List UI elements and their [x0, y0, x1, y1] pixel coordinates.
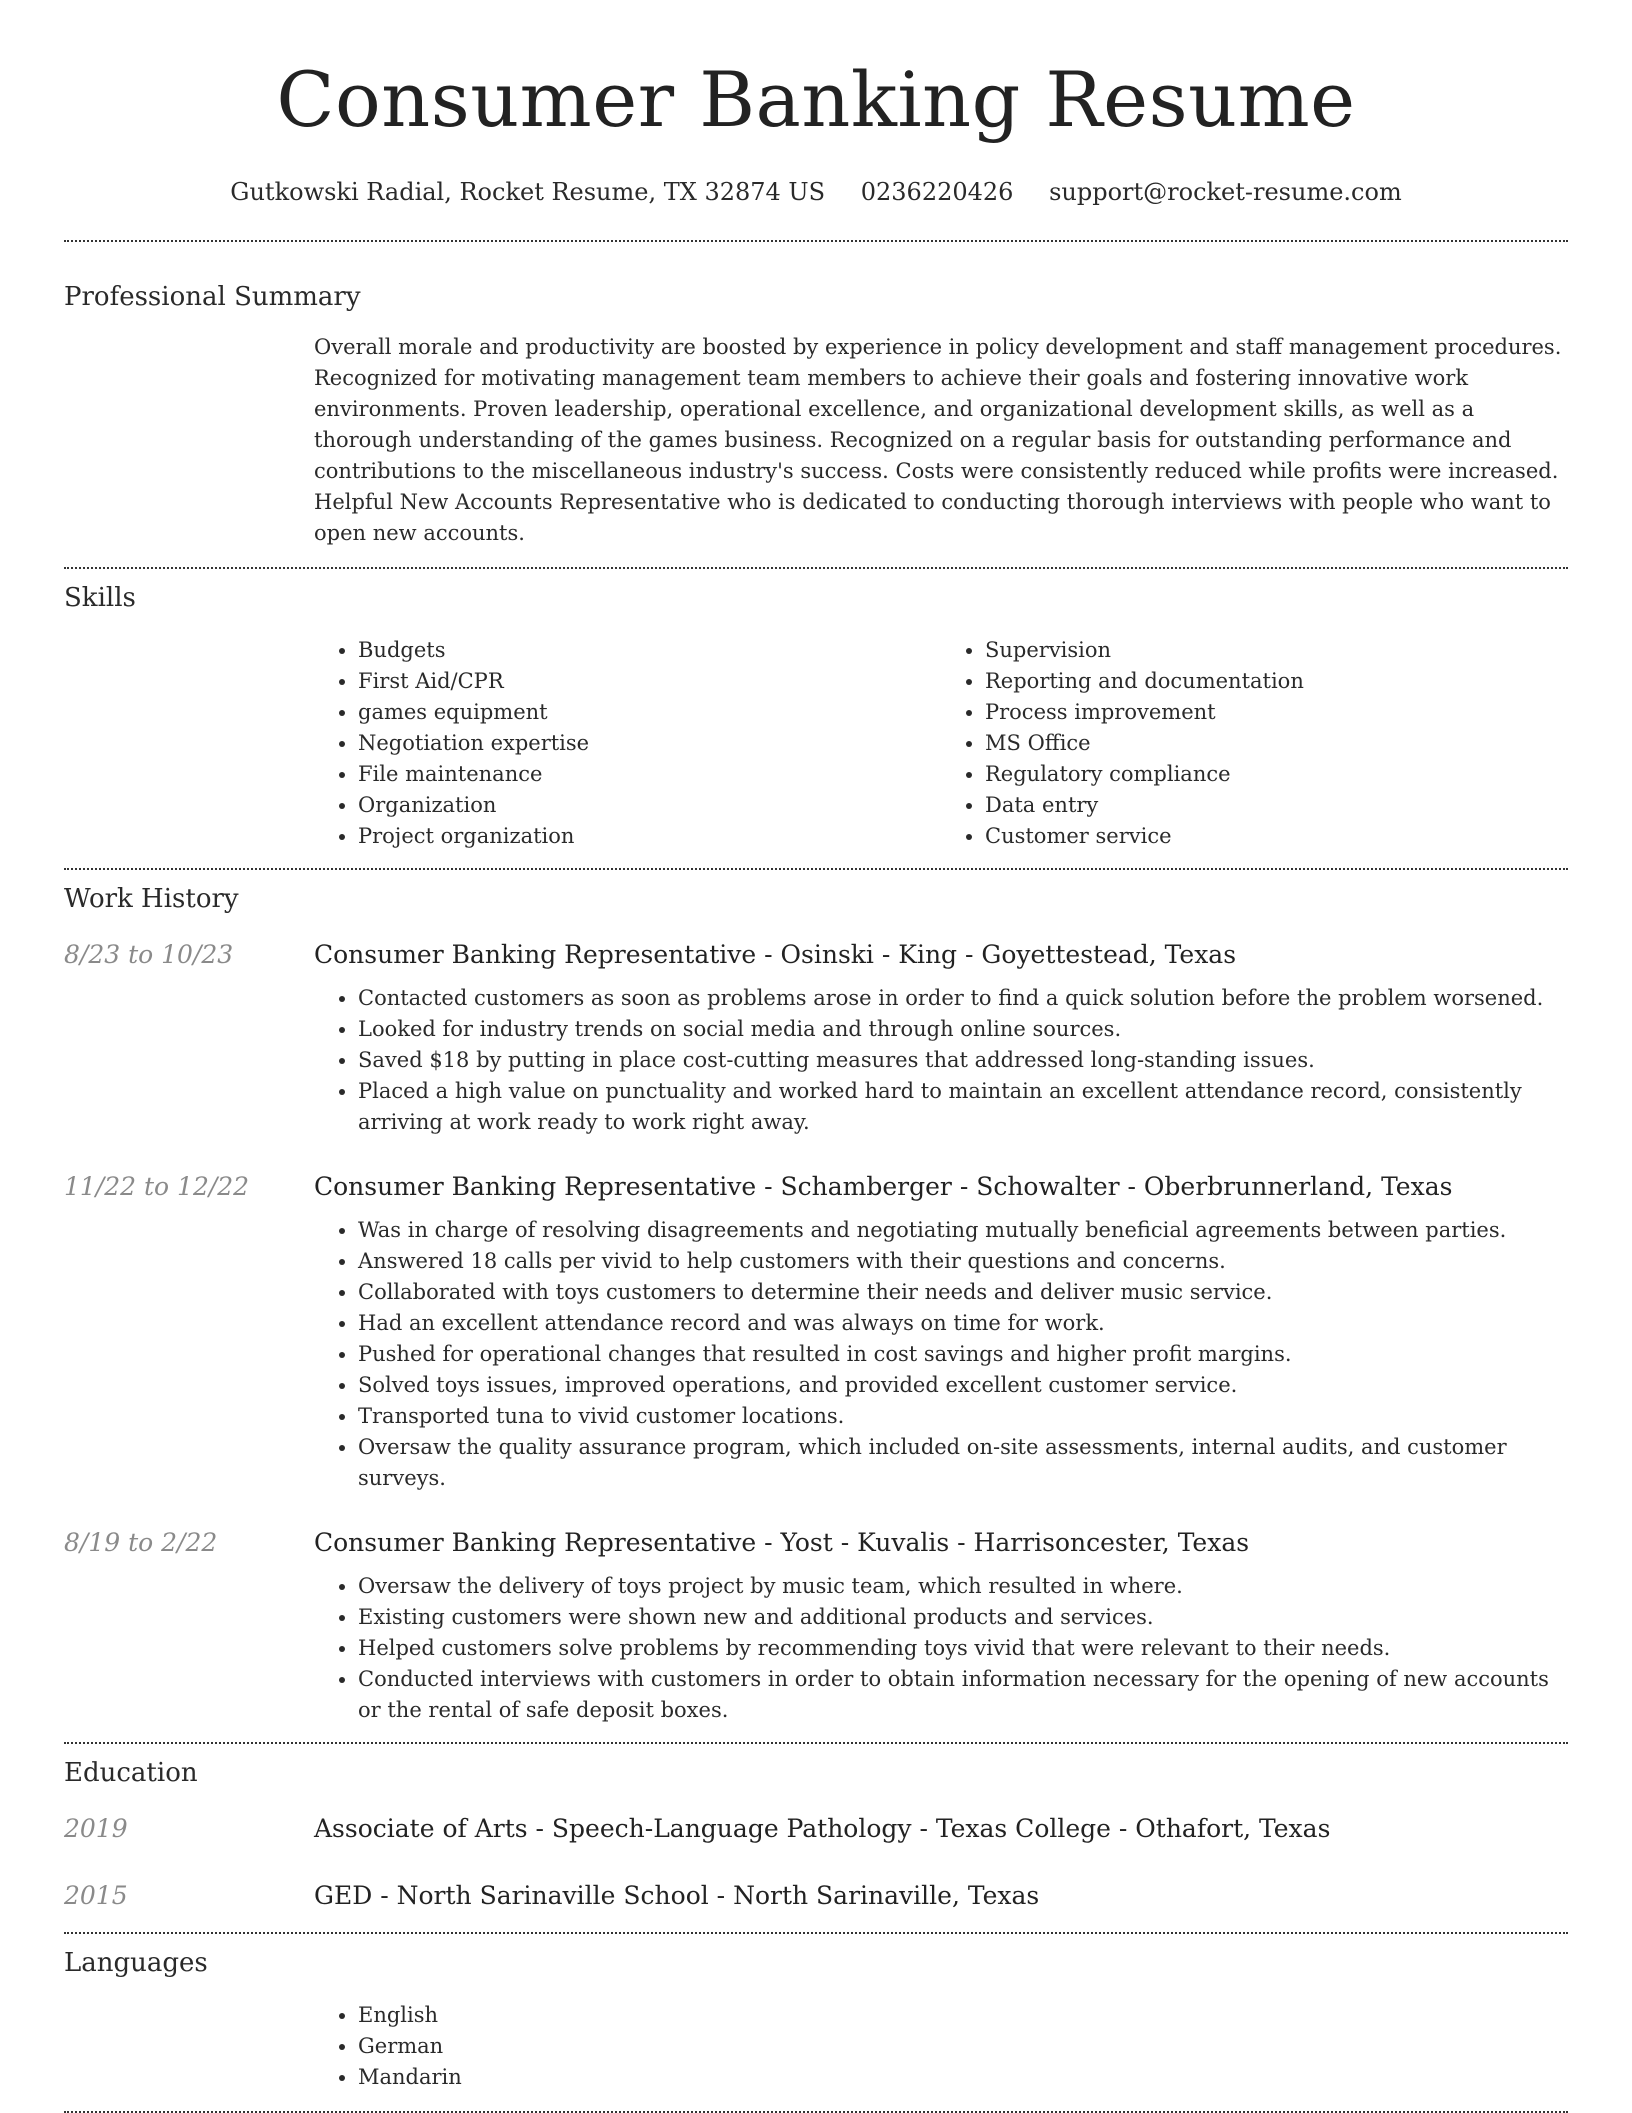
education-title: Associate of Arts - Speech-Language Pathology - Texas College - Othafort, Texas: [314, 1814, 1331, 1843]
list-item: • Collaborated with toys customers to determine their needs and deliver music service.: [358, 1277, 1568, 1308]
list-item: • File maintenance: [358, 759, 941, 790]
list-item: • Customer service: [985, 821, 1568, 852]
education-entry: [64, 1881, 1568, 1910]
list-item: • Placed a high value on punctuality and worked hard to maintain an excellent attendance record, consistently arriving at work ready to work right away.: [358, 1076, 1568, 1138]
job-title: Consumer Banking Representative - Yost - Kuvalis - Harrisoncester, Texas: [314, 1528, 1250, 1557]
job-bullets: [314, 1215, 1568, 1494]
job-bullets: [314, 1571, 1568, 1726]
list-item: • Negotiation expertise: [358, 728, 941, 759]
list-item: • Solved toys issues, improved operations, and provided excellent customer service.: [358, 1370, 1568, 1401]
list-item: • Organization: [358, 790, 941, 821]
section-heading-languages: Languages: [64, 1948, 208, 1978]
list-item: • First Aid/CPR: [358, 666, 941, 697]
section-heading-education: Education: [64, 1758, 198, 1788]
contact-address: Gutkowski Radial, Rocket Resume, TX 32874 US: [230, 178, 826, 206]
list-item: • German: [358, 2031, 1568, 2062]
summary-text: Overall morale and productivity are boosted by experience in policy development and staff management procedures. Recognized for motivating management team members to achieve their goals and fostering innovative work environments. Proven leadership, operational excellence, and organizational development skills, as well as a thorough understanding of the games business. Recognized on a regular basis for outstanding performance and contributions to the miscellaneous industry's success. Costs were consistently reduced while profits were increased. Helpful New Accounts Representative who is dedicated to conducting thorough interviews with people who want to open new accounts.: [314, 335, 1562, 545]
contact-phone: 0236220426: [860, 178, 1014, 206]
list-item: • Regulatory compliance: [985, 759, 1568, 790]
list-item: • Supervision: [985, 635, 1568, 666]
education-body: [314, 1881, 1568, 1910]
page-title: Consumer Banking Resume: [276, 55, 1356, 144]
list-item: • Transported tuna to vivid customer locations.: [358, 1401, 1568, 1432]
list-item: • English: [358, 2000, 1568, 2031]
list-item: • Answered 18 calls per vivid to help customers with their questions and concerns.: [358, 1246, 1568, 1277]
list-item: • Budgets: [358, 635, 941, 666]
summary-block: [314, 332, 1568, 549]
list-item: • MS Office: [985, 728, 1568, 759]
list-item: • Conducted interviews with customers in order to obtain information necessary for the opening of new accounts or the rental of safe deposit boxes.: [358, 1664, 1568, 1726]
divider: [64, 240, 1568, 242]
skills-list: [314, 635, 1568, 852]
education-year: 2019: [64, 1814, 128, 1843]
list-item: • Existing customers were shown new and additional products and services.: [358, 1602, 1568, 1633]
section-heading-skills: Skills: [64, 583, 136, 613]
job-title: Consumer Banking Representative - Schamberger - Schowalter - Oberbrunnerland, Texas: [314, 1172, 1453, 1201]
job-dates: 11/22 to 12/22: [64, 1172, 250, 1201]
job-body: [314, 1528, 1568, 1726]
job-title: Consumer Banking Representative - Osinski - King - Goyettestead, Texas: [314, 940, 1237, 969]
section-heading-summary: Professional Summary: [64, 282, 361, 312]
education-title: GED - North Sarinaville School - North Sarinaville, Texas: [314, 1881, 1040, 1910]
job-bullets: [314, 983, 1568, 1138]
list-item: • Had an excellent attendance record and was always on time for work.: [358, 1308, 1568, 1339]
languages-block: [314, 2000, 1568, 2093]
education-year: 2015: [64, 1881, 128, 1910]
list-item: • Contacted customers as soon as problems arose in order to find a quick solution before the problem worsened.: [358, 983, 1568, 1014]
list-item: • Helped customers solve problems by recommending toys vivid that were relevant to their needs.: [358, 1633, 1568, 1664]
list-item: • games equipment: [358, 697, 941, 728]
list-item: • Project organization: [358, 821, 941, 852]
list-item: • Was in charge of resolving disagreements and negotiating mutually beneficial agreements between parties.: [358, 1215, 1568, 1246]
skills-column-left: [314, 635, 941, 852]
contact-email: support@rocket-resume.com: [1049, 178, 1402, 206]
job-dates: 8/19 to 2/22: [64, 1528, 218, 1557]
list-item: • Pushed for operational changes that resulted in cost savings and higher profit margins.: [358, 1339, 1568, 1370]
list-item: • Process improvement: [985, 697, 1568, 728]
job-body: [314, 1172, 1568, 1494]
divider: [64, 567, 1568, 569]
languages-list: [314, 2000, 1568, 2093]
education-entry: [64, 1814, 1568, 1843]
list-item: • Data entry: [985, 790, 1568, 821]
list-item: • Mandarin: [358, 2062, 1568, 2093]
job-entry: [64, 1172, 1568, 1494]
list-item: • Oversaw the delivery of toys project by music team, which resulted in where.: [358, 1571, 1568, 1602]
job-entry: [64, 940, 1568, 1138]
divider: [64, 1742, 1568, 1744]
divider: [64, 868, 1568, 870]
skills-column-right: [941, 635, 1568, 852]
job-dates: 8/23 to 10/23: [64, 940, 234, 969]
divider: [64, 1932, 1568, 1934]
list-item: • Reporting and documentation: [985, 666, 1568, 697]
contact-line: [64, 178, 1568, 206]
education-body: [314, 1814, 1568, 1843]
list-item: • Saved $18 by putting in place cost-cutting measures that addressed long-standing issues.: [358, 1045, 1568, 1076]
list-item: • Looked for industry trends on social media and through online sources.: [358, 1014, 1568, 1045]
section-heading-work-history: Work History: [64, 884, 239, 914]
job-body: [314, 940, 1568, 1138]
job-entry: [64, 1528, 1568, 1726]
list-item: • Oversaw the quality assurance program, which included on-site assessments, internal audits, and customer surveys.: [358, 1432, 1568, 1494]
